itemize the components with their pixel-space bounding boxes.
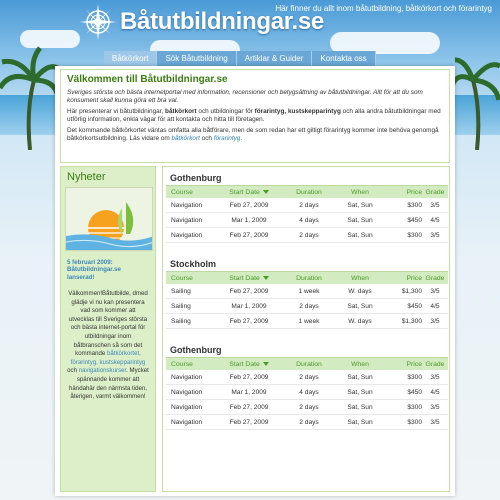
site-tagline: Här finner du allt inom båtutbildning, båtkörkort och förarintyg: [275, 4, 492, 13]
nav-item-kontakta-oss[interactable]: Kontakta oss: [312, 51, 375, 66]
palm-tree-icon: [0, 40, 60, 150]
news-link-forarintyg[interactable]: förarintyg, kustskepparintyg: [70, 358, 146, 366]
sort-descending-icon: [263, 190, 269, 194]
sort-descending-icon: [263, 362, 269, 366]
col-grade[interactable]: Grade: [425, 189, 445, 196]
news-headline[interactable]: Båtutbildningar.se lanserad!: [67, 266, 121, 281]
col-course[interactable]: Course: [171, 361, 193, 368]
col-price[interactable]: Price: [406, 189, 422, 196]
table-row[interactable]: Sailing Feb 27, 2009 1 week W. days $1,300 3/5: [166, 284, 448, 299]
table-row[interactable]: Navigation Mar 1, 2009 4 days Sat, Sun $450 4/5: [166, 213, 448, 228]
col-price[interactable]: Price: [406, 275, 422, 282]
col-grade[interactable]: Grade: [425, 361, 445, 368]
welcome-title: Välkommen till Båtutbildningar.se: [67, 74, 228, 85]
table-row[interactable]: Navigation Feb 27, 2009 2 days Sat, Sun $300 3/5: [166, 370, 448, 385]
col-grade[interactable]: Grade: [425, 275, 445, 282]
col-when[interactable]: When: [351, 275, 369, 282]
sort-descending-icon: [263, 276, 269, 280]
city-name: Gothenburg: [170, 173, 222, 183]
welcome-paragraph-2: Det kommande båtkörkortet väntas omfatta alla båtförare, men de som redan har ett giltigt förarintyg kommer inte behöva genomgå båtkörkortsutbildning. Läs vidare om båtkörkort och förarintyg.: [67, 127, 439, 142]
table-header: [166, 271, 448, 284]
city-section: [166, 257, 448, 329]
table-header: [166, 357, 448, 370]
col-duration[interactable]: Duration: [296, 275, 322, 282]
table-row[interactable]: Navigation Feb 27, 2009 2 days Sat, Sun $300 3/5: [166, 415, 448, 430]
news-sidebar: [60, 166, 156, 492]
link-batkorkort[interactable]: båtkörkort: [171, 135, 200, 142]
site-header: [0, 0, 500, 42]
table-row[interactable]: Navigation Mar 1, 2009 4 days Sat, Sun $450 4/5: [166, 385, 448, 400]
table-row[interactable]: Navigation Feb 27, 2009 2 days Sat, Sun $300 3/5: [166, 400, 448, 415]
main-nav: [104, 51, 376, 66]
nav-item-sok-batutbildning[interactable]: Sök Båtutbildning: [157, 51, 236, 66]
city-name: Stockholm: [170, 259, 217, 269]
col-start-date[interactable]: Start Date: [218, 186, 280, 198]
news-link-navigationskurser[interactable]: navigationskurser: [78, 367, 127, 375]
sunset-sailboat-icon: [65, 187, 153, 251]
city-section: [166, 171, 448, 243]
highlight-batkorkort: båtkörkort: [165, 108, 197, 115]
col-course[interactable]: Course: [171, 275, 193, 282]
site-title: Båtutbildningar.se: [120, 8, 324, 35]
col-course[interactable]: Course: [171, 189, 193, 196]
palm-tree-icon: [455, 40, 500, 150]
city-name: Gothenburg: [170, 345, 222, 355]
welcome-box: [60, 69, 450, 163]
course-listing: [162, 166, 450, 492]
news-heading: Nyheter: [67, 171, 106, 183]
compass-rose-icon: [80, 4, 116, 40]
welcome-paragraph-1: Här presenterar vi båtutbildningar, båtkörkort och utbildningar för förarintyg, kustskepparintyg och alla andra båtutbildningar med utförlig information, enkla vägar för att kontakta och hitta till företagen.: [67, 108, 441, 123]
welcome-intro: Sveriges största och bästa internetportal med information, recensioner och betygsättning av båtutbildningar. Allt för att du som konsument skall kunna göra ett bra val.: [67, 89, 423, 104]
content-wrapper: [55, 66, 455, 496]
news-date: 5 februari 2009:: [67, 259, 113, 266]
col-when[interactable]: When: [351, 361, 369, 368]
table-row[interactable]: Navigation Feb 27, 2009 2 days Sat, Sun $300 3/5: [166, 228, 448, 243]
table-row[interactable]: Sailing Feb 27, 2009 1 week W. days $1,300 3/5: [166, 314, 448, 329]
news-link-batkorkort[interactable]: båtkörkortet,: [106, 350, 141, 358]
link-forarintyg[interactable]: förarintyg: [213, 135, 241, 142]
col-duration[interactable]: Duration: [296, 189, 322, 196]
col-start-date[interactable]: Start Date: [218, 272, 280, 284]
news-body: Välkommen!Båtutbilde, dmed glädje vi nu kan presentera vad som kommer att utvecklas till Sveriges största och bästa internet-portal för utbildningar inom båtbranschen så som det kommande båtkörkortet, förarintyg, kustskepparintyg och navigationskurser. Mycket spännande kommer att händahär den närmsta tiden, återigen, varmt välkommen!: [67, 290, 149, 401]
col-duration[interactable]: Duration: [296, 361, 322, 368]
nav-item-batkorkort[interactable]: Båtkörkort: [104, 51, 157, 66]
table-header: [166, 185, 448, 198]
col-when[interactable]: When: [351, 189, 369, 196]
col-price[interactable]: Price: [406, 361, 422, 368]
table-row[interactable]: Navigation Feb 27, 2009 2 days Sat, Sun $300 3/5: [166, 198, 448, 213]
highlight-forarintyg: förarintyg, kustskepparintyg: [254, 108, 341, 115]
nav-item-artiklar-guider[interactable]: Artiklar & Guider: [237, 51, 313, 66]
table-row[interactable]: Sailing Mar 1, 2009 2 days Sat, Sun $450 4/5: [166, 299, 448, 314]
col-start-date[interactable]: Start Date: [218, 358, 280, 370]
city-section: [166, 343, 448, 430]
